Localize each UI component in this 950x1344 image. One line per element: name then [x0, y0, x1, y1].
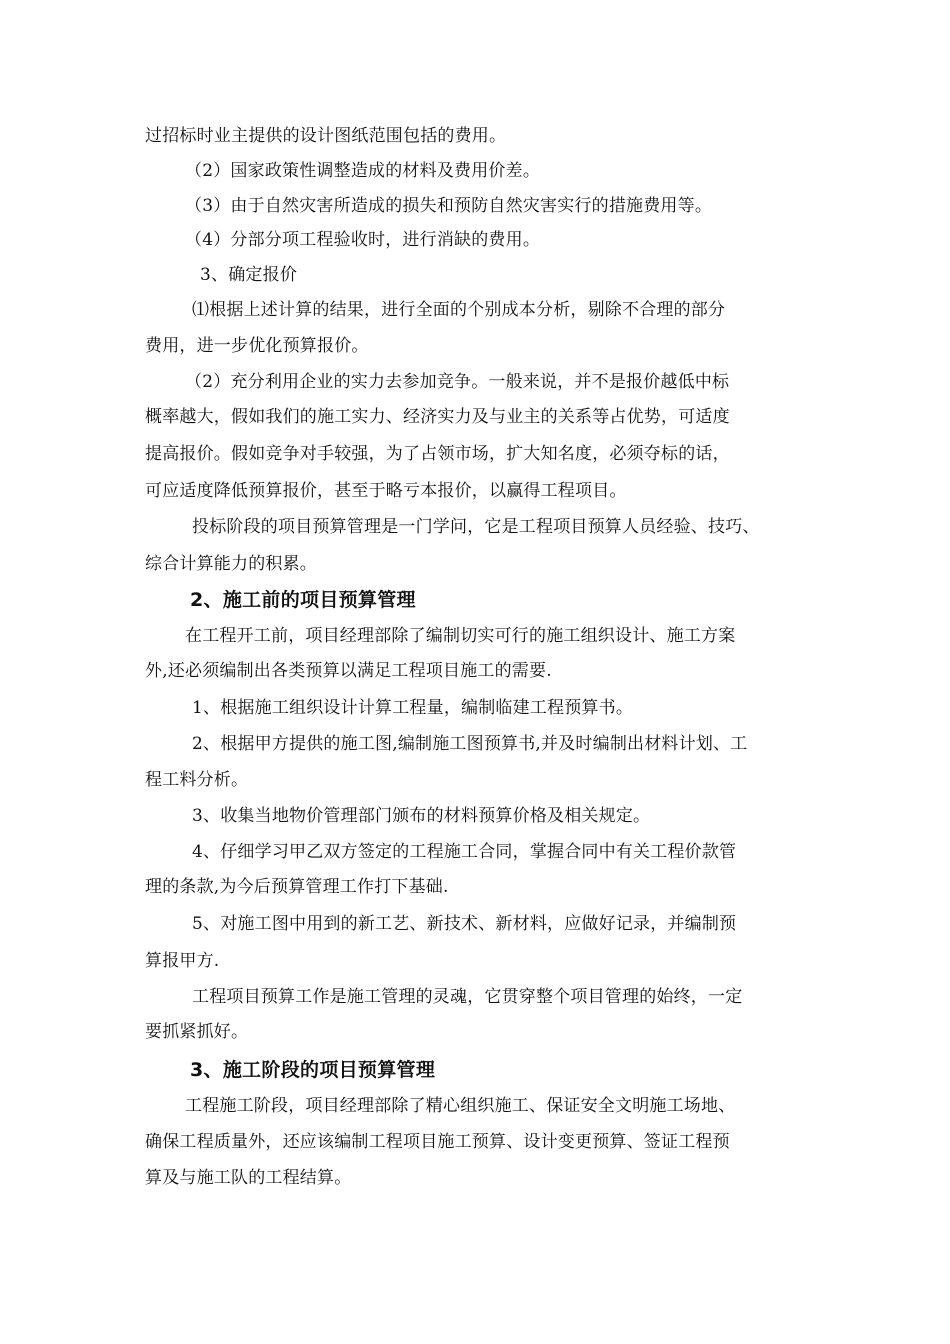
text-line: 确保工程质量外，还应该编制工程项目施工预算、设计变更预算、签证工程预	[145, 1132, 730, 1152]
text-line: 程工料分析。	[145, 770, 249, 790]
text-line: 5、对施工图中用到的新工艺、新技术、新材料，应做好记录，并编制预	[192, 914, 737, 934]
text-line: （2）国家政策性调整造成的材料及费用价差。	[185, 161, 541, 181]
text-line: （4）分部分项工程验收时，进行消缺的费用。	[185, 230, 541, 250]
section-heading: 2、施工前的项目预算管理	[190, 589, 416, 611]
text-line: 3、收集当地物价管理部门颁布的材料预算价格及相关规定。	[192, 806, 651, 826]
text-line: 1、根据施工组织设计计算工程量，编制临建工程预算书。	[192, 698, 634, 718]
text-line: 3、确定报价	[200, 265, 298, 285]
text-line: 算报甲方.	[145, 951, 220, 971]
text-line: 2、根据甲方提供的施工图,编制施工图预算书,并及时编制出材料计划、工	[192, 734, 748, 754]
text-line: 费用，进一步优化预算报价。	[145, 336, 369, 356]
text-line: 过招标时业主提供的设计图纸范围包括的费用。	[145, 126, 507, 146]
text-line: 提高报价。假如竞争对手较强，为了占领市场，扩大知名度，必须夺标的话，	[145, 444, 730, 464]
section-heading: 3、施工阶段的项目预算管理	[190, 1059, 436, 1081]
text-line: 理的条款,为今后预算管理工作打下基础.	[145, 877, 449, 897]
text-line: （2）充分利用企业的实力去参加竞争。一般来说，并不是报价越低中标	[185, 372, 730, 392]
text-line: 工程施工阶段，项目经理部除了精心组织施工、保证安全文明施工场地、	[185, 1096, 736, 1116]
text-line: 概率越大，假如我们的施工实力、经济实力及与业主的关系等占优势，可适度	[145, 407, 730, 427]
text-line: 综合计算能力的积累。	[145, 554, 317, 574]
text-line: ⑴根据上述计算的结果，进行全面的个别成本分析，剔除不合理的部分	[192, 300, 726, 320]
text-line: 可应适度降低预算报价，甚至于略亏本报价，以赢得工程项目。	[145, 481, 627, 501]
text-line: 算及与施工队的工程结算。	[145, 1168, 352, 1188]
text-line: （3）由于自然灾害所造成的损失和预防自然灾害实行的措施费用等。	[185, 196, 713, 216]
text-line: 要抓紧抓好。	[145, 1022, 249, 1042]
text-line: 外,还必须编制出各类预算以满足工程项目施工的需要.	[145, 661, 552, 681]
text-line: 在工程开工前，项目经理部除了编制切实可行的施工组织设计、施工方案	[185, 626, 736, 646]
text-line: 工程项目预算工作是施工管理的灵魂，它贯穿整个项目管理的始终，一定	[192, 987, 743, 1007]
text-line: 4、仔细学习甲乙双方签定的工程施工合同，掌握合同中有关工程价款管	[192, 842, 737, 862]
text-line: 投标阶段的项目预算管理是一门学问，它是工程项目预算人员经验、技巧、	[192, 517, 760, 537]
